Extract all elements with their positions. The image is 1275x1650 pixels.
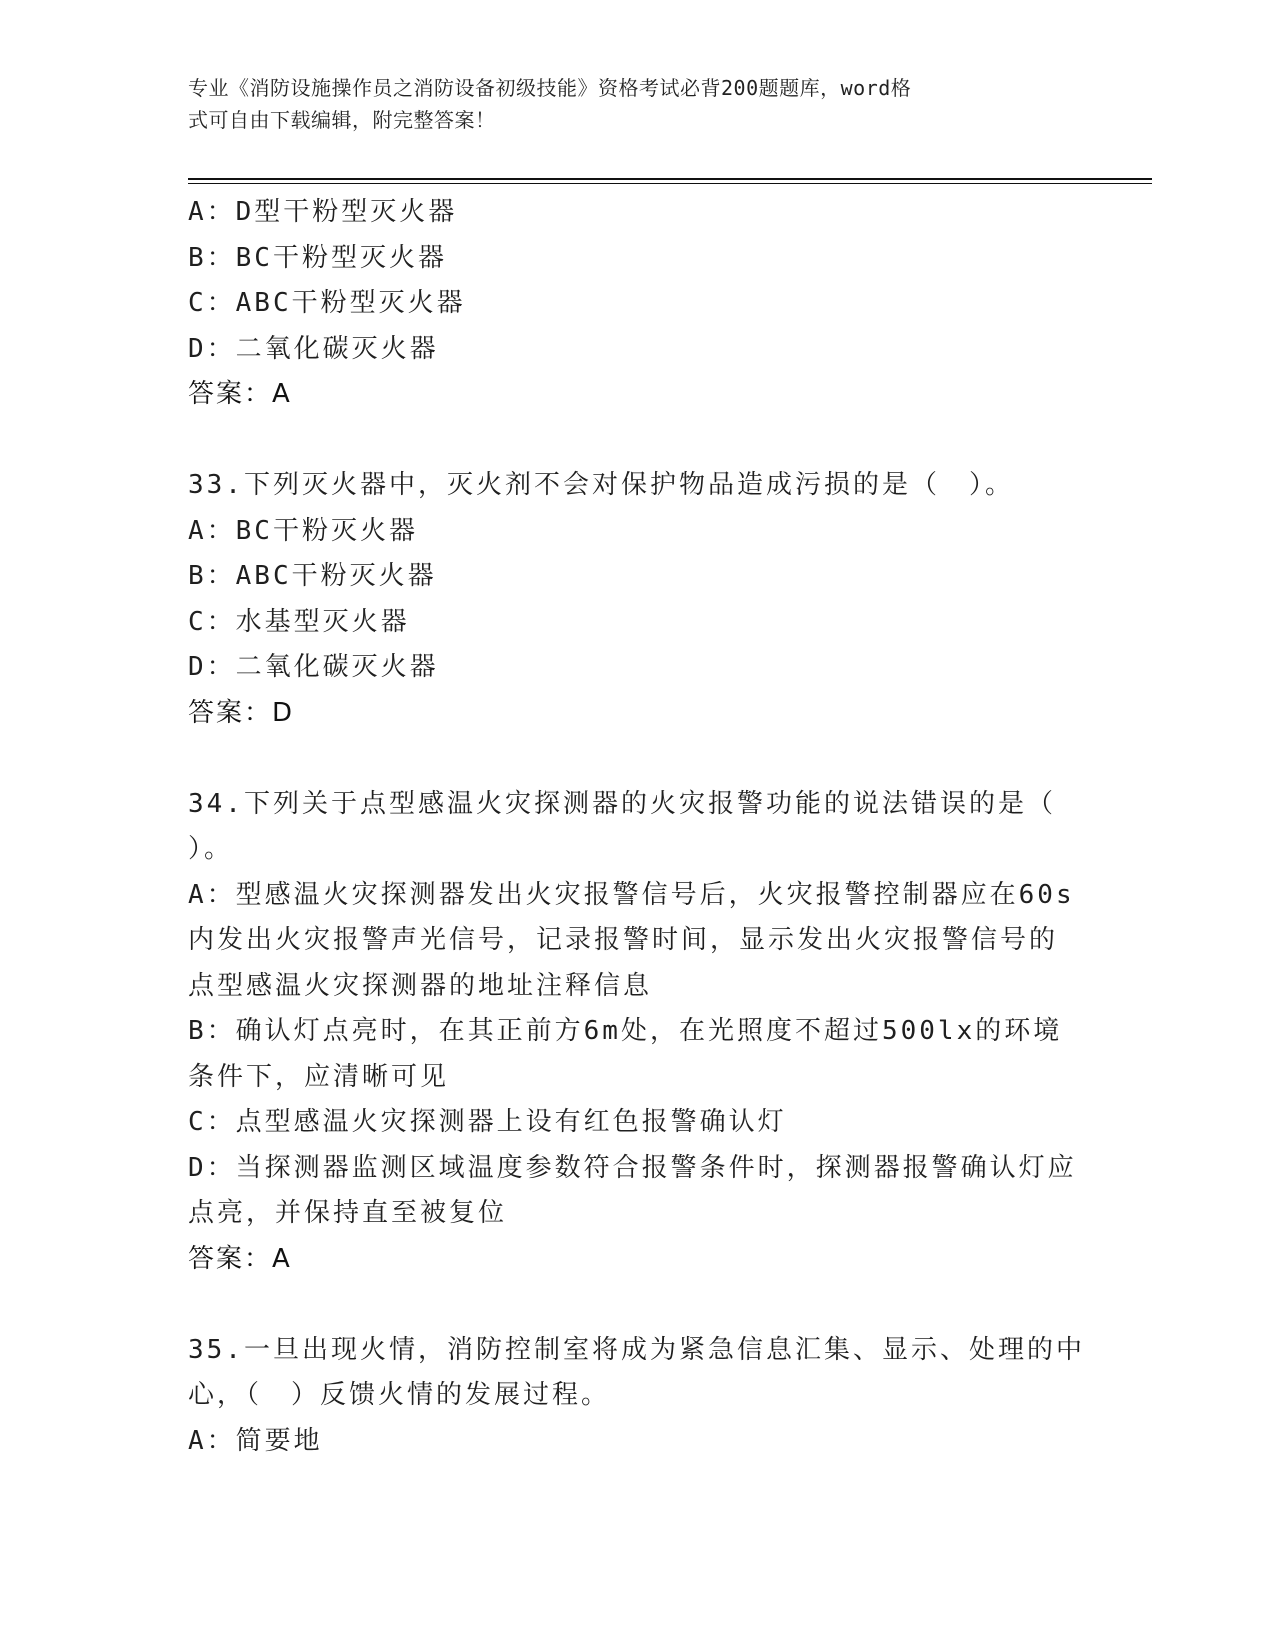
spacer: [188, 736, 1088, 782]
header-line-1: 专业《消防设施操作员之消防设备初级技能》资格考试必背200题题库，word格: [188, 76, 912, 100]
spacer: [188, 418, 1088, 464]
option-a: A：BC干粉灭火器: [188, 515, 418, 546]
spacer: [188, 1282, 1088, 1328]
question-text: 35.一旦出现火情，消防控制室将成为紧急信息汇集、显示、处理的中: [188, 1334, 1085, 1365]
option-d: 点亮，并保持直至被复位: [188, 1198, 508, 1228]
question-35: [188, 1328, 1088, 1465]
option-a: 点型感温火灾探测器的地址注释信息: [188, 970, 653, 1001]
option-d: D：二氧化碳灭火器: [188, 333, 439, 364]
answer: 答案：A: [188, 379, 292, 409]
question-text: 33.下列灭火器中，灭火剂不会对保护物品造成污损的是（ ）。: [188, 470, 1014, 500]
answer: 答案：A: [188, 1243, 292, 1274]
option-c: C：ABC干粉型灭火器: [188, 288, 466, 318]
option-c: C：点型感温火灾探测器上设有红色报警确认灯: [188, 1107, 787, 1137]
question-list: [188, 190, 1088, 1464]
question-32: [188, 190, 1088, 418]
option-d: D：二氧化碳灭火器: [188, 652, 439, 682]
option-b: B：ABC干粉灭火器: [188, 561, 437, 591]
question-text: 心，（ ）反馈火情的发展过程。: [188, 1380, 611, 1410]
question-text: ）。: [188, 834, 234, 864]
option-d: D：当探测器监测区域温度参数符合报警条件时，探测器报警确认灯应: [188, 1152, 1077, 1183]
option-b: B：确认灯点亮时，在其正前方6m处，在光照度不超过500lx的环境: [188, 1016, 1063, 1046]
question-text: 34.下列关于点型感温火灾探测器的火灾报警功能的说法错误的是（: [188, 788, 1056, 819]
document-header: [188, 72, 1068, 136]
header-line-2: 式可自由下载编辑，附完整答案！: [188, 108, 496, 132]
option-a: A：型感温火灾探测器发出火灾报警信号后，火灾报警控制器应在60s: [188, 879, 1075, 910]
option-b: B：BC干粉型灭火器: [188, 242, 447, 273]
question-34: [188, 782, 1088, 1283]
option-c: C：水基型灭火器: [188, 606, 410, 637]
question-33: [188, 463, 1088, 736]
answer: 答案：D: [188, 697, 295, 728]
header-divider-thin: [188, 183, 1152, 184]
option-a: A：D型干粉型灭火器: [188, 197, 458, 227]
header-divider: [188, 178, 1152, 180]
option-b: 条件下，应清晰可见: [188, 1061, 450, 1092]
option-a: 内发出火灾报警声光信号，记录报警时间，显示发出火灾报警信号的: [188, 925, 1059, 955]
option-a: A：简要地: [188, 1425, 323, 1456]
